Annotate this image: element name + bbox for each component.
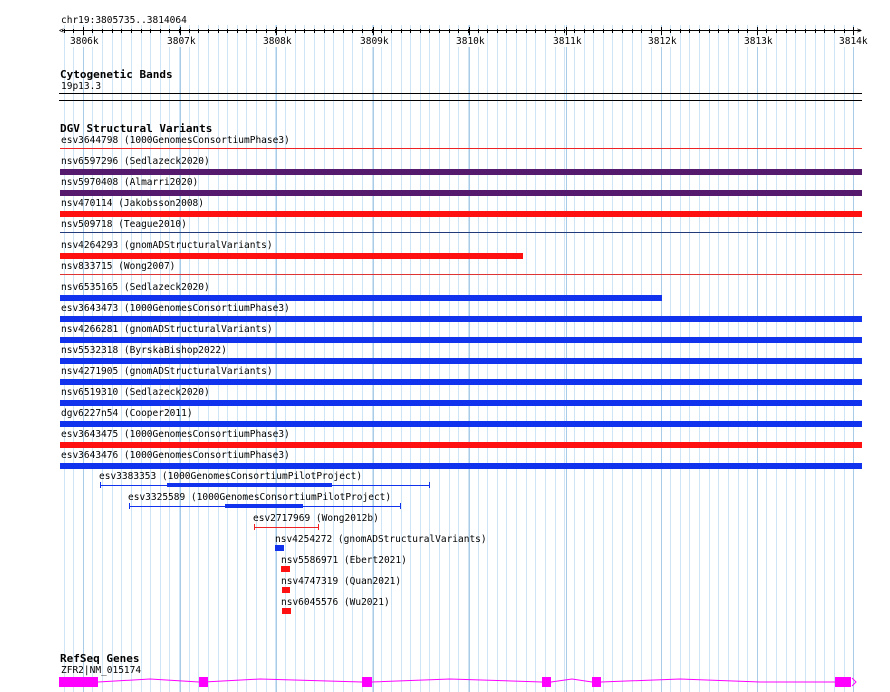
dgv-feature-bar[interactable] <box>60 169 862 175</box>
ruler-minor-tick <box>497 29 498 33</box>
ruler-minor-tick <box>102 29 103 33</box>
ruler-minor-tick <box>516 29 517 33</box>
dgv-feature-endcap <box>400 503 401 509</box>
dgv-feature-label[interactable]: nsv5586971 (Ebert2021) <box>281 555 407 566</box>
ruler-minor-tick <box>747 29 748 33</box>
ruler-minor-tick <box>304 29 305 33</box>
dgv-feature-bar[interactable] <box>167 483 332 487</box>
ruler-minor-tick <box>689 29 690 33</box>
ruler-minor-tick <box>795 29 796 33</box>
ruler-minor-tick <box>699 29 700 33</box>
ruler-major-tick <box>276 27 277 35</box>
ruler-minor-tick <box>266 29 267 33</box>
gene-exon[interactable] <box>199 677 208 687</box>
dgv-feature-label[interactable]: nsv4254272 (gnomADStructuralVariants) <box>275 534 487 545</box>
ruler-major-tick <box>757 27 758 35</box>
ruler-minor-tick <box>333 29 334 33</box>
ruler-minor-tick <box>458 29 459 33</box>
dgv-feature-label[interactable]: nsv470114 (Jakobsson2008) <box>61 198 204 209</box>
ruler-left-arrow: < <box>59 26 64 35</box>
gene-intron-line <box>98 679 835 682</box>
ruler-minor-tick <box>718 29 719 33</box>
ruler-minor-tick <box>545 29 546 33</box>
dgv-feature-bar[interactable] <box>275 545 284 551</box>
ruler-minor-tick <box>776 29 777 33</box>
ruler-minor-tick <box>141 29 142 33</box>
dgv-feature-endcap <box>129 503 130 509</box>
ruler-minor-tick <box>766 29 767 33</box>
cytoband-line-bottom <box>59 100 862 101</box>
dgv-feature-label[interactable]: nsv833715 (Wong2007) <box>61 261 176 272</box>
ruler-minor-tick <box>343 29 344 33</box>
ruler-minor-tick <box>593 29 594 33</box>
ruler-minor-tick <box>478 29 479 33</box>
ruler-minor-tick <box>381 29 382 33</box>
ruler-tick-label: 3814k <box>839 36 868 47</box>
cytoband-label: 19p13.3 <box>61 81 102 92</box>
gene-exon[interactable] <box>592 677 601 687</box>
ruler-minor-tick <box>410 29 411 33</box>
gene-strand-arrow <box>852 678 856 686</box>
dgv-feature-bar[interactable] <box>60 190 862 196</box>
ruler-tick-label: 3807k <box>167 36 196 47</box>
ruler-minor-tick <box>391 29 392 33</box>
ruler-minor-tick <box>709 29 710 33</box>
ruler-minor-tick <box>738 29 739 33</box>
ruler-major-tick <box>373 27 374 35</box>
ruler-minor-tick <box>401 29 402 33</box>
dgv-feature-label[interactable]: nsv6597296 (Sedlazeck2020) <box>61 156 210 167</box>
ruler-minor-tick <box>189 29 190 33</box>
dgv-feature-label[interactable]: esv3644798 (1000GenomesConsortiumPhase3) <box>61 135 290 146</box>
ruler-minor-tick <box>670 29 671 33</box>
ruler-tick-label: 3811k <box>553 36 582 47</box>
ruler-tick-label: 3812k <box>648 36 677 47</box>
ruler-minor-tick <box>555 29 556 33</box>
ruler-minor-tick <box>362 29 363 33</box>
ruler-minor-tick <box>449 29 450 33</box>
ruler-range-label: chr19:3805735..3814064 <box>61 15 187 26</box>
ruler-minor-tick <box>92 29 93 33</box>
ruler-tick-label: 3813k <box>744 36 773 47</box>
ruler-minor-tick <box>612 29 613 33</box>
ruler-minor-tick <box>526 29 527 33</box>
dgv-feature-label[interactable]: esv3643473 (1000GenomesConsortiumPhase3) <box>61 303 290 314</box>
ruler-minor-tick <box>487 29 488 33</box>
gene-model-ZFR2[interactable] <box>0 674 890 692</box>
gene-label[interactable]: ZFR2|NM_015174 <box>61 665 142 676</box>
dgv-track-title[interactable]: DGV Structural Variants <box>60 122 213 135</box>
ruler-minor-tick <box>227 29 228 33</box>
gene-exon[interactable] <box>835 677 851 687</box>
dgv-feature-endcap <box>429 482 430 488</box>
ruler-minor-tick <box>815 29 816 33</box>
ruler-major-tick <box>469 27 470 35</box>
ruler-minor-tick <box>834 29 835 33</box>
ruler-minor-tick <box>150 29 151 33</box>
ruler-minor-tick <box>584 29 585 33</box>
ruler-minor-tick <box>73 29 74 33</box>
ruler-minor-tick <box>208 29 209 33</box>
ruler-right-arrow: > <box>857 26 862 35</box>
ruler-minor-tick <box>169 29 170 33</box>
dgv-feature-bar[interactable] <box>60 463 862 469</box>
ruler-minor-tick <box>246 29 247 33</box>
ruler-minor-tick <box>786 29 787 33</box>
dgv-feature-label[interactable]: esv2717969 (Wong2012b) <box>253 513 379 524</box>
ruler-minor-tick <box>805 29 806 33</box>
ruler-minor-tick <box>112 29 113 33</box>
ruler-major-tick <box>83 27 84 35</box>
ruler-minor-tick <box>728 29 729 33</box>
ruler-tick-label: 3806k <box>70 36 99 47</box>
ruler-minor-tick <box>256 29 257 33</box>
dgv-feature-bar[interactable] <box>60 295 662 301</box>
dgv-feature-bar[interactable] <box>282 608 291 614</box>
gene-exon[interactable] <box>59 677 98 687</box>
ruler-minor-tick <box>632 29 633 33</box>
ruler-minor-tick <box>844 29 845 33</box>
dgv-feature-bar[interactable] <box>60 253 523 259</box>
dgv-feature-bar[interactable] <box>60 400 862 406</box>
dgv-feature-bar[interactable] <box>281 566 290 572</box>
ruler-major-tick <box>180 27 181 35</box>
ruler-minor-tick <box>285 29 286 33</box>
dgv-feature-bar[interactable] <box>60 442 862 448</box>
dgv-feature-label[interactable]: nsv6045576 (Wu2021) <box>281 597 390 608</box>
ruler-minor-tick <box>160 29 161 33</box>
dgv-feature-bar[interactable] <box>60 358 862 364</box>
dgv-feature-bar[interactable] <box>60 211 862 217</box>
cytogenetic-track-title[interactable]: Cytogenetic Bands <box>60 68 173 81</box>
ruler-major-tick <box>661 27 662 35</box>
dgv-feature-label[interactable]: esv3383353 (1000GenomesConsortiumPilotProject) <box>99 471 363 482</box>
ruler-minor-tick <box>824 29 825 33</box>
cytoband-line-top <box>59 93 862 94</box>
ruler-axis <box>62 30 861 31</box>
ruler-minor-tick <box>314 29 315 33</box>
ruler-minor-tick <box>603 29 604 33</box>
dgv-feature-bar[interactable] <box>60 148 862 149</box>
ruler-minor-tick <box>324 29 325 33</box>
ruler-minor-tick <box>198 29 199 33</box>
dgv-feature-label[interactable]: esv3643475 (1000GenomesConsortiumPhase3) <box>61 429 290 440</box>
gene-exon[interactable] <box>542 677 551 687</box>
dgv-feature-label[interactable]: nsv5532318 (ByrskaBishop2022) <box>61 345 227 356</box>
ruler-minor-tick <box>439 29 440 33</box>
ruler-minor-tick <box>535 29 536 33</box>
ruler-minor-tick <box>574 29 575 33</box>
dgv-feature-label[interactable]: nsv4264293 (gnomADStructuralVariants) <box>61 240 273 251</box>
ruler-minor-tick <box>420 29 421 33</box>
dgv-feature-label[interactable]: nsv4266281 (gnomADStructuralVariants) <box>61 324 273 335</box>
ruler-minor-tick <box>121 29 122 33</box>
dgv-feature-label[interactable]: nsv4747319 (Quan2021) <box>281 576 402 587</box>
ruler-minor-tick <box>622 29 623 33</box>
refseq-track-title[interactable]: RefSeq Genes <box>60 652 140 665</box>
dgv-feature-label[interactable]: dgv6227n54 (Cooper2011) <box>61 408 193 419</box>
dgv-feature-bar[interactable] <box>60 316 862 322</box>
dgv-feature-label[interactable]: nsv6519310 (Sedlazeck2020) <box>61 387 210 398</box>
dgv-feature-bar[interactable] <box>60 232 862 233</box>
ruler-minor-tick <box>564 29 565 33</box>
ruler-tick-label: 3810k <box>456 36 485 47</box>
ruler-minor-tick <box>651 29 652 33</box>
dgv-feature-bar[interactable] <box>60 337 862 343</box>
dgv-feature-label[interactable]: nsv6535165 (Sedlazeck2020) <box>61 282 210 293</box>
ruler-minor-tick <box>506 29 507 33</box>
ruler-tick-label: 3808k <box>263 36 292 47</box>
ruler-minor-tick <box>680 29 681 33</box>
dgv-feature-endcap <box>318 524 319 530</box>
dgv-feature-label[interactable]: esv3643476 (1000GenomesConsortiumPhase3) <box>61 450 290 461</box>
dgv-feature-label[interactable]: nsv4271905 (gnomADStructuralVariants) <box>61 366 273 377</box>
dgv-feature-span[interactable] <box>254 527 318 528</box>
dgv-feature-bar[interactable] <box>225 504 303 508</box>
ruler-tick-label: 3809k <box>360 36 389 47</box>
ruler-minor-tick <box>64 29 65 33</box>
ruler-minor-tick <box>641 29 642 33</box>
dgv-feature-bar[interactable] <box>60 421 862 427</box>
dgv-feature-bar[interactable] <box>60 274 862 275</box>
dgv-feature-label[interactable]: nsv5970408 (Almarri2020) <box>61 177 199 188</box>
ruler-minor-tick <box>218 29 219 33</box>
dgv-feature-label[interactable]: nsv509718 (Teague2010) <box>61 219 187 230</box>
ruler-major-tick <box>853 27 854 35</box>
ruler-minor-tick <box>352 29 353 33</box>
dgv-feature-bar[interactable] <box>282 587 290 593</box>
ruler-minor-tick <box>237 29 238 33</box>
ruler-major-tick <box>566 27 567 35</box>
dgv-feature-endcap <box>254 524 255 530</box>
ruler-minor-tick <box>429 29 430 33</box>
gene-exon[interactable] <box>362 677 372 687</box>
dgv-feature-endcap <box>100 482 101 488</box>
ruler-minor-tick <box>295 29 296 33</box>
dgv-feature-label[interactable]: esv3325589 (1000GenomesConsortiumPilotProject) <box>128 492 392 503</box>
ruler-minor-tick <box>131 29 132 33</box>
dgv-feature-bar[interactable] <box>60 379 862 385</box>
